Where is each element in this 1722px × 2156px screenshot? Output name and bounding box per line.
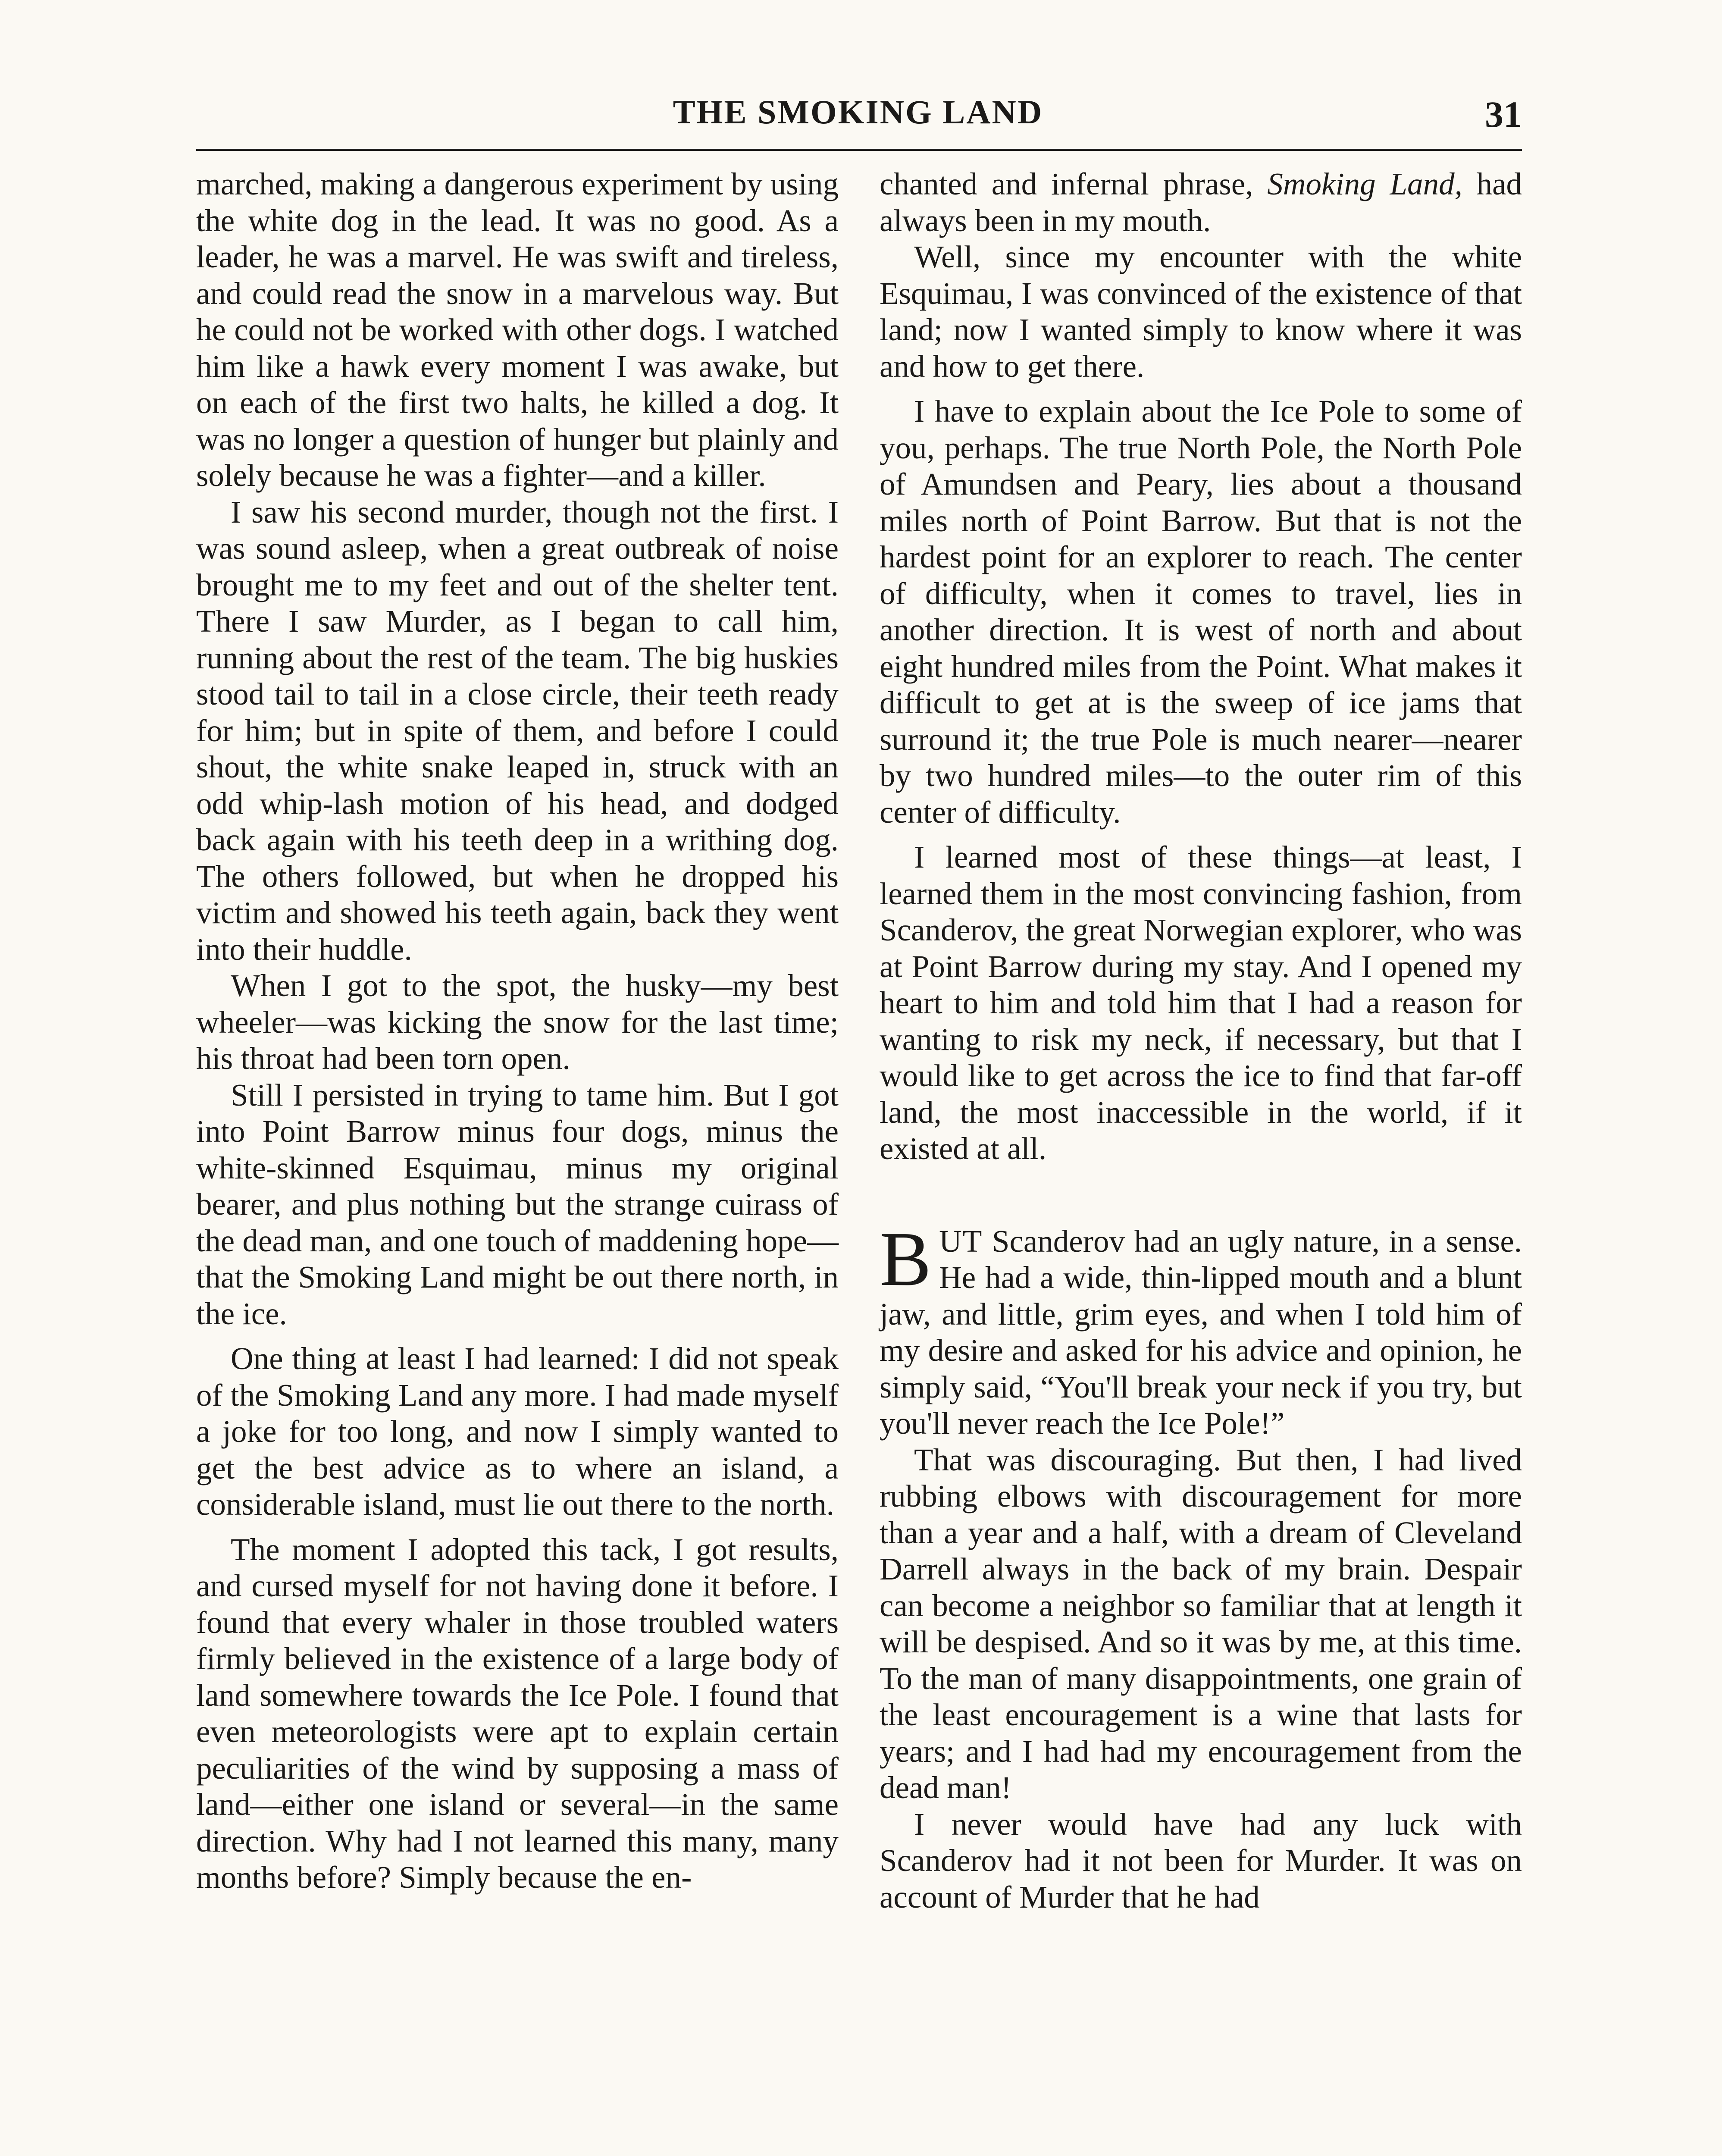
paragraph: That was discouraging. But then, I had lived rubbing elbows with discouragement for more than a year and a half, with a dream of Cleveland Darrell always in the back of my brain. Despair can become a neighbor so familiar that at length it will be despised. And so it was by me, at this time. To the man of many disappointments, one grain of the least encouragement is a wine that lasts for years; and I had had my encouragement from the dead man! — [880, 1442, 1522, 1805]
paragraph: The moment I adopted this tack, I got results, and cursed myself for not having done it before. I found that every whaler in those troubled waters firmly believed in the existence of a large body of land somewhere towards the Ice Pole. I found that even meteorologists were apt to explain certain peculiarities of the wind by supposing a mass of land—either one island or several—in the same direction. Why had I not learned this many, many months before? Simply because the en- — [196, 1532, 839, 1895]
paragraph: Still I persisted in trying to tame him. But I got into Point Barrow minus four dogs, minus the white-skinned Esquimau, minus my original bearer, and plus nothing but the strange cuirass of the dead man, and one touch of maddening hope—that the Smoking Land might be out there north, in the ice. — [196, 1077, 839, 1331]
right-column — [880, 166, 1522, 1915]
paragraph: I saw his second murder, though not the first. I was sound asleep, when a great outbreak of noise brought me to my feet and out of the shelter tent. There I saw Murder, as I began to call him, running about the rest of the team. The big huskies stood tail to tail in a close circle, their teeth ready for him; but in spite of them, and before I could shout, the white snake leaped in, struck with an odd whip-lash motion of his head, and dodged back again with his teeth deep in a writhing dog. The others followed, but when he dropped his victim and showed his teeth again, back they went into their huddle. — [196, 494, 839, 967]
italic-phrase: Smoking Land, — [1267, 166, 1462, 201]
paragraph: I learned most of these things—at least, I learned them in the most convincing fashion, from Scanderov, the great Norwegian explorer, who was at Point Barrow during my stay. And I opened my heart to him and told him that I had a reason for wanting to risk my neck, if necessary, but that I would like to get across the ice to find that far-off land, the most inaccessible in the world, if it existed at all. — [880, 840, 1522, 1166]
paragraph: marched, making a dangerous experiment by using the white dog in the lead. It was no good. As a leader, he was a marvel. He was swift and tireless, and could read the snow in a marvelous way. But he could not be worked with other dogs. I watched him like a hawk every moment I was awake, but on each of the first two halts, he killed a dog. It was no longer a question of hunger but plainly and solely because he was a fighter—and a killer. — [196, 166, 839, 493]
paragraph: I never would have had any luck with Scanderov had it not been for Murder. It was on account of Murder that he had — [880, 1806, 1522, 1915]
page-number: 31 — [1485, 94, 1522, 135]
paragraph: One thing at least I had learned: I did not speak of the Smoking Land any more. I had made myself a joke for too long, and now I simply wanted to get the best advice as to where an island, a considerable island, must lie out there to the north. — [196, 1341, 839, 1522]
small-caps: UT — [939, 1223, 983, 1259]
header-rule — [196, 149, 1522, 151]
paragraph: When I got to the spot, the husky—my best wheeler—was kicking the snow for the last time; his throat had been torn open. — [196, 968, 839, 1076]
left-column — [196, 166, 839, 1896]
paragraph: I have to explain about the Ice Pole to some of you, perhaps. The true North Pole, the North Pole of Amundsen and Peary, lies about a thousand miles north of Point Barrow. But that is not the hardest point for an explorer to reach. The center of difficulty, when it comes to travel, lies in another direction. It is west of north and about eight hundred miles from the Point. What makes it difficult to get at is the sweep of ice jams that surround it; the true Pole is much nearer—nearer by two hundred miles—to the outer rim of this center of difficulty. — [880, 394, 1522, 830]
paragraph-text: chanted and infernal phrase, — [880, 166, 1268, 201]
drop-cap: B — [880, 1216, 932, 1302]
running-title: THE SMOKING LAND — [673, 93, 1043, 131]
paragraph-text: had always been in my mouth. — [880, 166, 1522, 238]
page-header — [194, 93, 1522, 144]
section-opening-paragraph — [880, 1216, 1522, 1442]
paragraph-text: Scanderov had an ugly nature, in a sense. He had a wide, thin-lipped mouth and a blunt jaw, and little, grim eyes, and when I told him of my desire and asked for his advice and opinion, he simply said, “You'll break your neck if you try, but you'll never reach the Ice Pole!” — [880, 1223, 1522, 1441]
paragraph — [880, 166, 1522, 239]
paragraph: Well, since my encounter with the white Esquimau, I was convinced of the existence of that land; now I wanted simply to know where it was and how to get there. — [880, 239, 1522, 384]
